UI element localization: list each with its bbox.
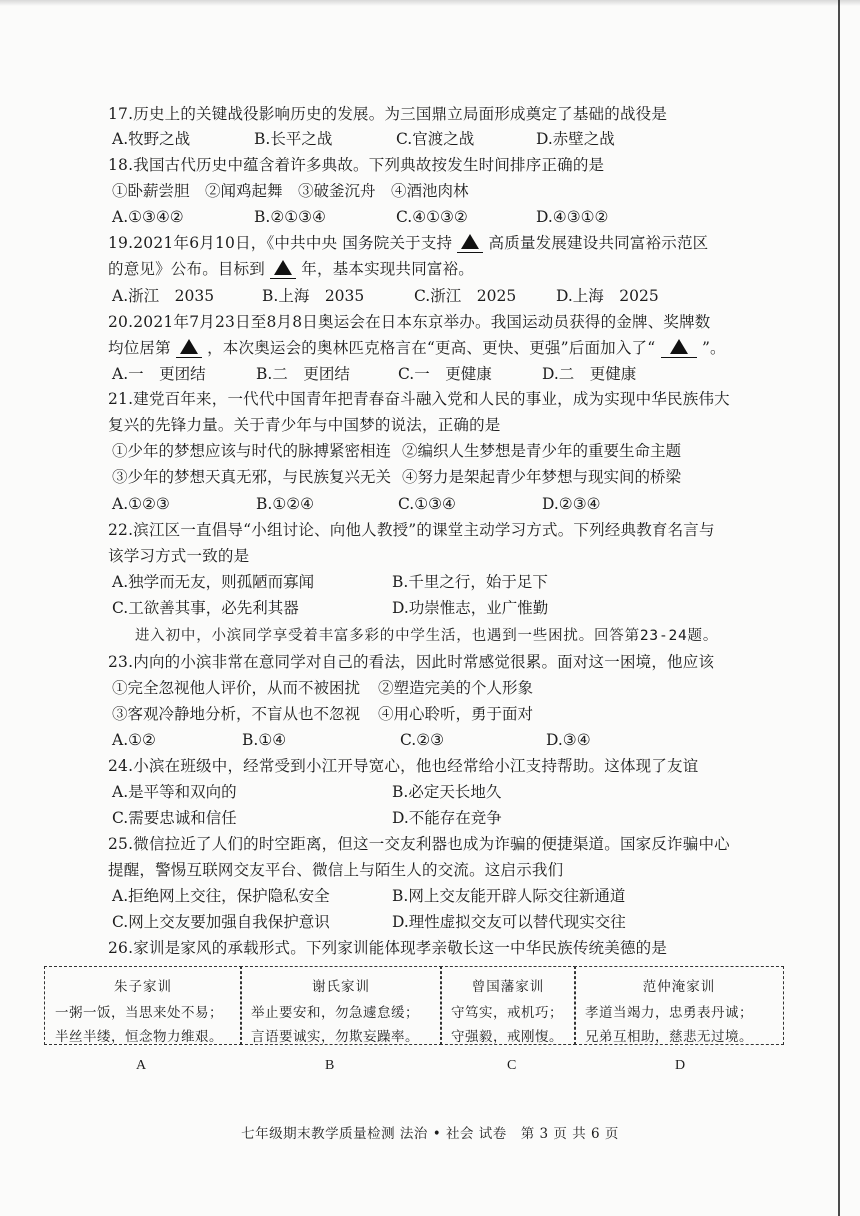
q21-item-1: ①少年的梦想应该与时代的脉搏紧密相连 xyxy=(112,442,392,460)
question-26-stem: 26.家训是家风的承载形式。下列家训能体现孝亲敬长这一中华民族传统美德的是 xyxy=(108,939,668,957)
question-17-stem: 17.历史上的关键战役影响历史的发展。为三国鼎立局面形成奠定了基础的战役是 xyxy=(108,105,668,123)
triangle-blank-icon xyxy=(180,339,198,354)
q20-option-b: B.二 更团结 xyxy=(256,365,350,383)
motto-line-2: 兄弟互相助，慈悲无过境。 xyxy=(585,1029,753,1045)
q21-item-2: ②编织人生梦想是青少年的重要生命主题 xyxy=(402,442,682,460)
q18-option-c: C.④①③② xyxy=(396,208,468,226)
motto-box-c xyxy=(440,966,576,1045)
question-22-line2: 该学习方式一致的是 xyxy=(108,547,250,565)
q19-option-b: B.上海 2035 xyxy=(262,287,365,305)
section-intro: 进入初中，小滨同学享受着丰富多彩的中学生活，也遇到一些困扰。回答第23-24题。 xyxy=(135,628,719,644)
q19-line2-post: 年，基本实现共同富裕。 xyxy=(301,260,474,278)
q25-option-c: C.网上交友要加强自我保护意识 xyxy=(112,913,330,931)
q20-option-d: D.二 更健康 xyxy=(542,365,637,383)
question-21-line2: 复兴的先锋力量。关于青少年与中国梦的说法，正确的是 xyxy=(108,416,501,434)
triangle-blank-icon xyxy=(670,339,688,354)
q17-option-d: D.赤壁之战 xyxy=(536,130,615,148)
motto-title: 谢氏家训 xyxy=(312,979,370,995)
q23-item-2: ②塑造完美的个人形象 xyxy=(378,679,534,697)
motto-title: 范仲淹家训 xyxy=(642,979,716,995)
q17-option-a: A.牧野之战 xyxy=(112,130,191,148)
q20-option-c: C.一 更健康 xyxy=(398,365,492,383)
q17-option-c: C.官渡之战 xyxy=(396,130,475,148)
family-motto-boxes xyxy=(44,966,784,1047)
box-label-d: D xyxy=(675,1058,686,1073)
question-19-line2 xyxy=(108,259,474,279)
q24-option-a: A.是平等和双向的 xyxy=(112,783,237,801)
box-label-a: A xyxy=(136,1058,147,1073)
q19-line1-pre: 19.2021年6月10日，《中共中央 国务院关于支持 xyxy=(108,234,453,252)
q22-option-a: A.独学而无友，则孤陋而寡闻 xyxy=(112,573,315,591)
q19-line1-post: 高质量发展建设共同富裕示范区 xyxy=(488,234,709,252)
question-20-line2 xyxy=(108,338,726,358)
q23-option-c: C.②③ xyxy=(400,731,445,749)
q21-option-b: B.①②④ xyxy=(256,495,315,513)
question-23-stem: 23.内向的小滨非常在意同学对自己的看法，因此时常感觉很累。面对这一困境，他应该 xyxy=(108,653,715,671)
q22-option-b: B.千里之行，始于足下 xyxy=(392,573,548,591)
q20-line2-post: ”。 xyxy=(701,339,726,357)
q20-option-a: A.一 更团结 xyxy=(112,365,206,383)
question-25-line2: 提醒，警惕互联网交友平台、微信上与陌生人的交流。这启示我们 xyxy=(108,861,564,879)
question-24-stem: 24.小滨在班级中，经常受到小江开导宽心，他也经常给小江支持帮助。这体现了友谊 xyxy=(108,757,699,775)
motto-title: 曾国藩家训 xyxy=(471,979,545,995)
motto-box-b xyxy=(240,966,442,1045)
q19-option-a: A.浙江 2035 xyxy=(112,287,215,305)
q23-item-4: ④用心聆听，勇于面对 xyxy=(378,705,534,723)
motto-box-a xyxy=(44,966,242,1045)
q24-option-b: B.必定天长地久 xyxy=(392,783,502,801)
q23-item-3: ③客观冷静地分析，不盲从也不忽视 xyxy=(112,705,361,723)
q23-option-a: A.①② xyxy=(112,731,156,749)
question-20-line1: 20.2021年7月23日至8月8日奥运会在日本东京举办。我国运动员获得的金牌、奖牌数 xyxy=(108,313,711,331)
q18-option-a: A.①③④② xyxy=(112,208,184,226)
motto-title: 朱子家训 xyxy=(114,979,172,995)
question-25-line1: 25.微信拉近了人们的时空距离，但这一交友利器也成为诈骗的便捷渠道。国家反诈骗中心 xyxy=(108,835,730,853)
question-18-stem: 18.我国古代历史中蕴含着许多典故。下列典故按发生时间排序正确的是 xyxy=(108,156,605,174)
box-label-b: B xyxy=(325,1058,335,1073)
q20-line2-mid: ，本次奥运会的奥林匹克格言在“更高、更快、更强”后面加入了“ xyxy=(207,339,656,357)
q25-option-d: D.理性虚拟交友可以替代现实交往 xyxy=(392,913,626,931)
q23-option-b: B.①④ xyxy=(242,731,287,749)
q25-option-b: B.网上交友能开辟人际交往新通道 xyxy=(392,887,626,905)
q21-item-3: ③少年的梦想天真无邪，与民族复兴无关 xyxy=(112,468,392,486)
q21-item-4: ④努力是架起青少年梦想与现实间的桥梁 xyxy=(402,468,682,486)
q22-option-d: D.功崇惟志，业广惟勤 xyxy=(392,599,549,617)
q20-blank-1 xyxy=(176,339,202,358)
motto-line-1: 孝道当竭力，忠勇表丹诚； xyxy=(585,1005,753,1021)
q21-option-a: A.①②③ xyxy=(112,495,170,513)
q21-option-c: C.①③④ xyxy=(398,495,456,513)
q19-option-d: D.上海 2025 xyxy=(556,287,659,305)
motto-line-2: 言语要诚实，勿欺妄躁率。 xyxy=(251,1029,419,1045)
triangle-blank-icon xyxy=(274,260,292,275)
q25-option-a: A.拒绝网上交往，保护隐私安全 xyxy=(112,887,330,905)
triangle-blank-icon xyxy=(461,234,479,249)
q19-line2-pre: 的意见》公布。目标到 xyxy=(108,260,266,278)
q21-option-d: D.②③④ xyxy=(542,495,601,513)
motto-box-d xyxy=(574,966,784,1045)
question-22-line1: 22.滨江区一直倡导“小组讨论、向他人教授”的课堂主动学习方式。下列经典教育名言与 xyxy=(108,521,715,539)
q20-line2-pre: 均位居第 xyxy=(108,339,171,357)
box-label-c: C xyxy=(507,1058,517,1073)
motto-line-1: 一粥一饭，当思来处不易； xyxy=(55,1005,223,1021)
q23-option-d: D.③④ xyxy=(546,731,591,749)
q20-blank-2 xyxy=(661,339,697,358)
q23-item-1: ①完全忽视他人评价，从而不被困扰 xyxy=(112,679,361,697)
q17-option-b: B.长平之战 xyxy=(254,130,333,148)
page-footer: 七年级期末教学质量检测 法治 • 社会 试卷 第 3 页 共 6 页 xyxy=(241,1126,619,1142)
motto-line-2: 半丝半缕，恒念物力维艰。 xyxy=(55,1029,223,1045)
motto-line-1: 举止要安和，勿急遽怠缓； xyxy=(251,1005,419,1021)
q18-items: ①卧薪尝胆 ②闻鸡起舞 ③破釜沉舟 ④酒池肉林 xyxy=(112,182,469,200)
q19-option-c: C.浙江 2025 xyxy=(414,287,517,305)
question-21-line1: 21.建党百年来，一代代中国青年把青春奋斗融入党和人民的事业，成为实现中华民族伟大 xyxy=(108,390,730,408)
q18-option-d: D.④③①② xyxy=(536,208,609,226)
q24-option-d: D.不能存在竞争 xyxy=(392,809,502,827)
q18-option-b: B.②①③④ xyxy=(254,208,326,226)
motto-line-2: 守强毅，戒刚愎。 xyxy=(451,1029,563,1045)
q22-option-c: C.工欲善其事，必先利其器 xyxy=(112,599,299,617)
q19-blank-1 xyxy=(457,234,483,253)
q24-option-c: C.需要忠诚和信任 xyxy=(112,809,237,827)
question-19-line1 xyxy=(108,233,708,253)
motto-line-1: 守笃实，戒机巧； xyxy=(451,1005,563,1021)
q19-blank-2 xyxy=(270,260,296,279)
